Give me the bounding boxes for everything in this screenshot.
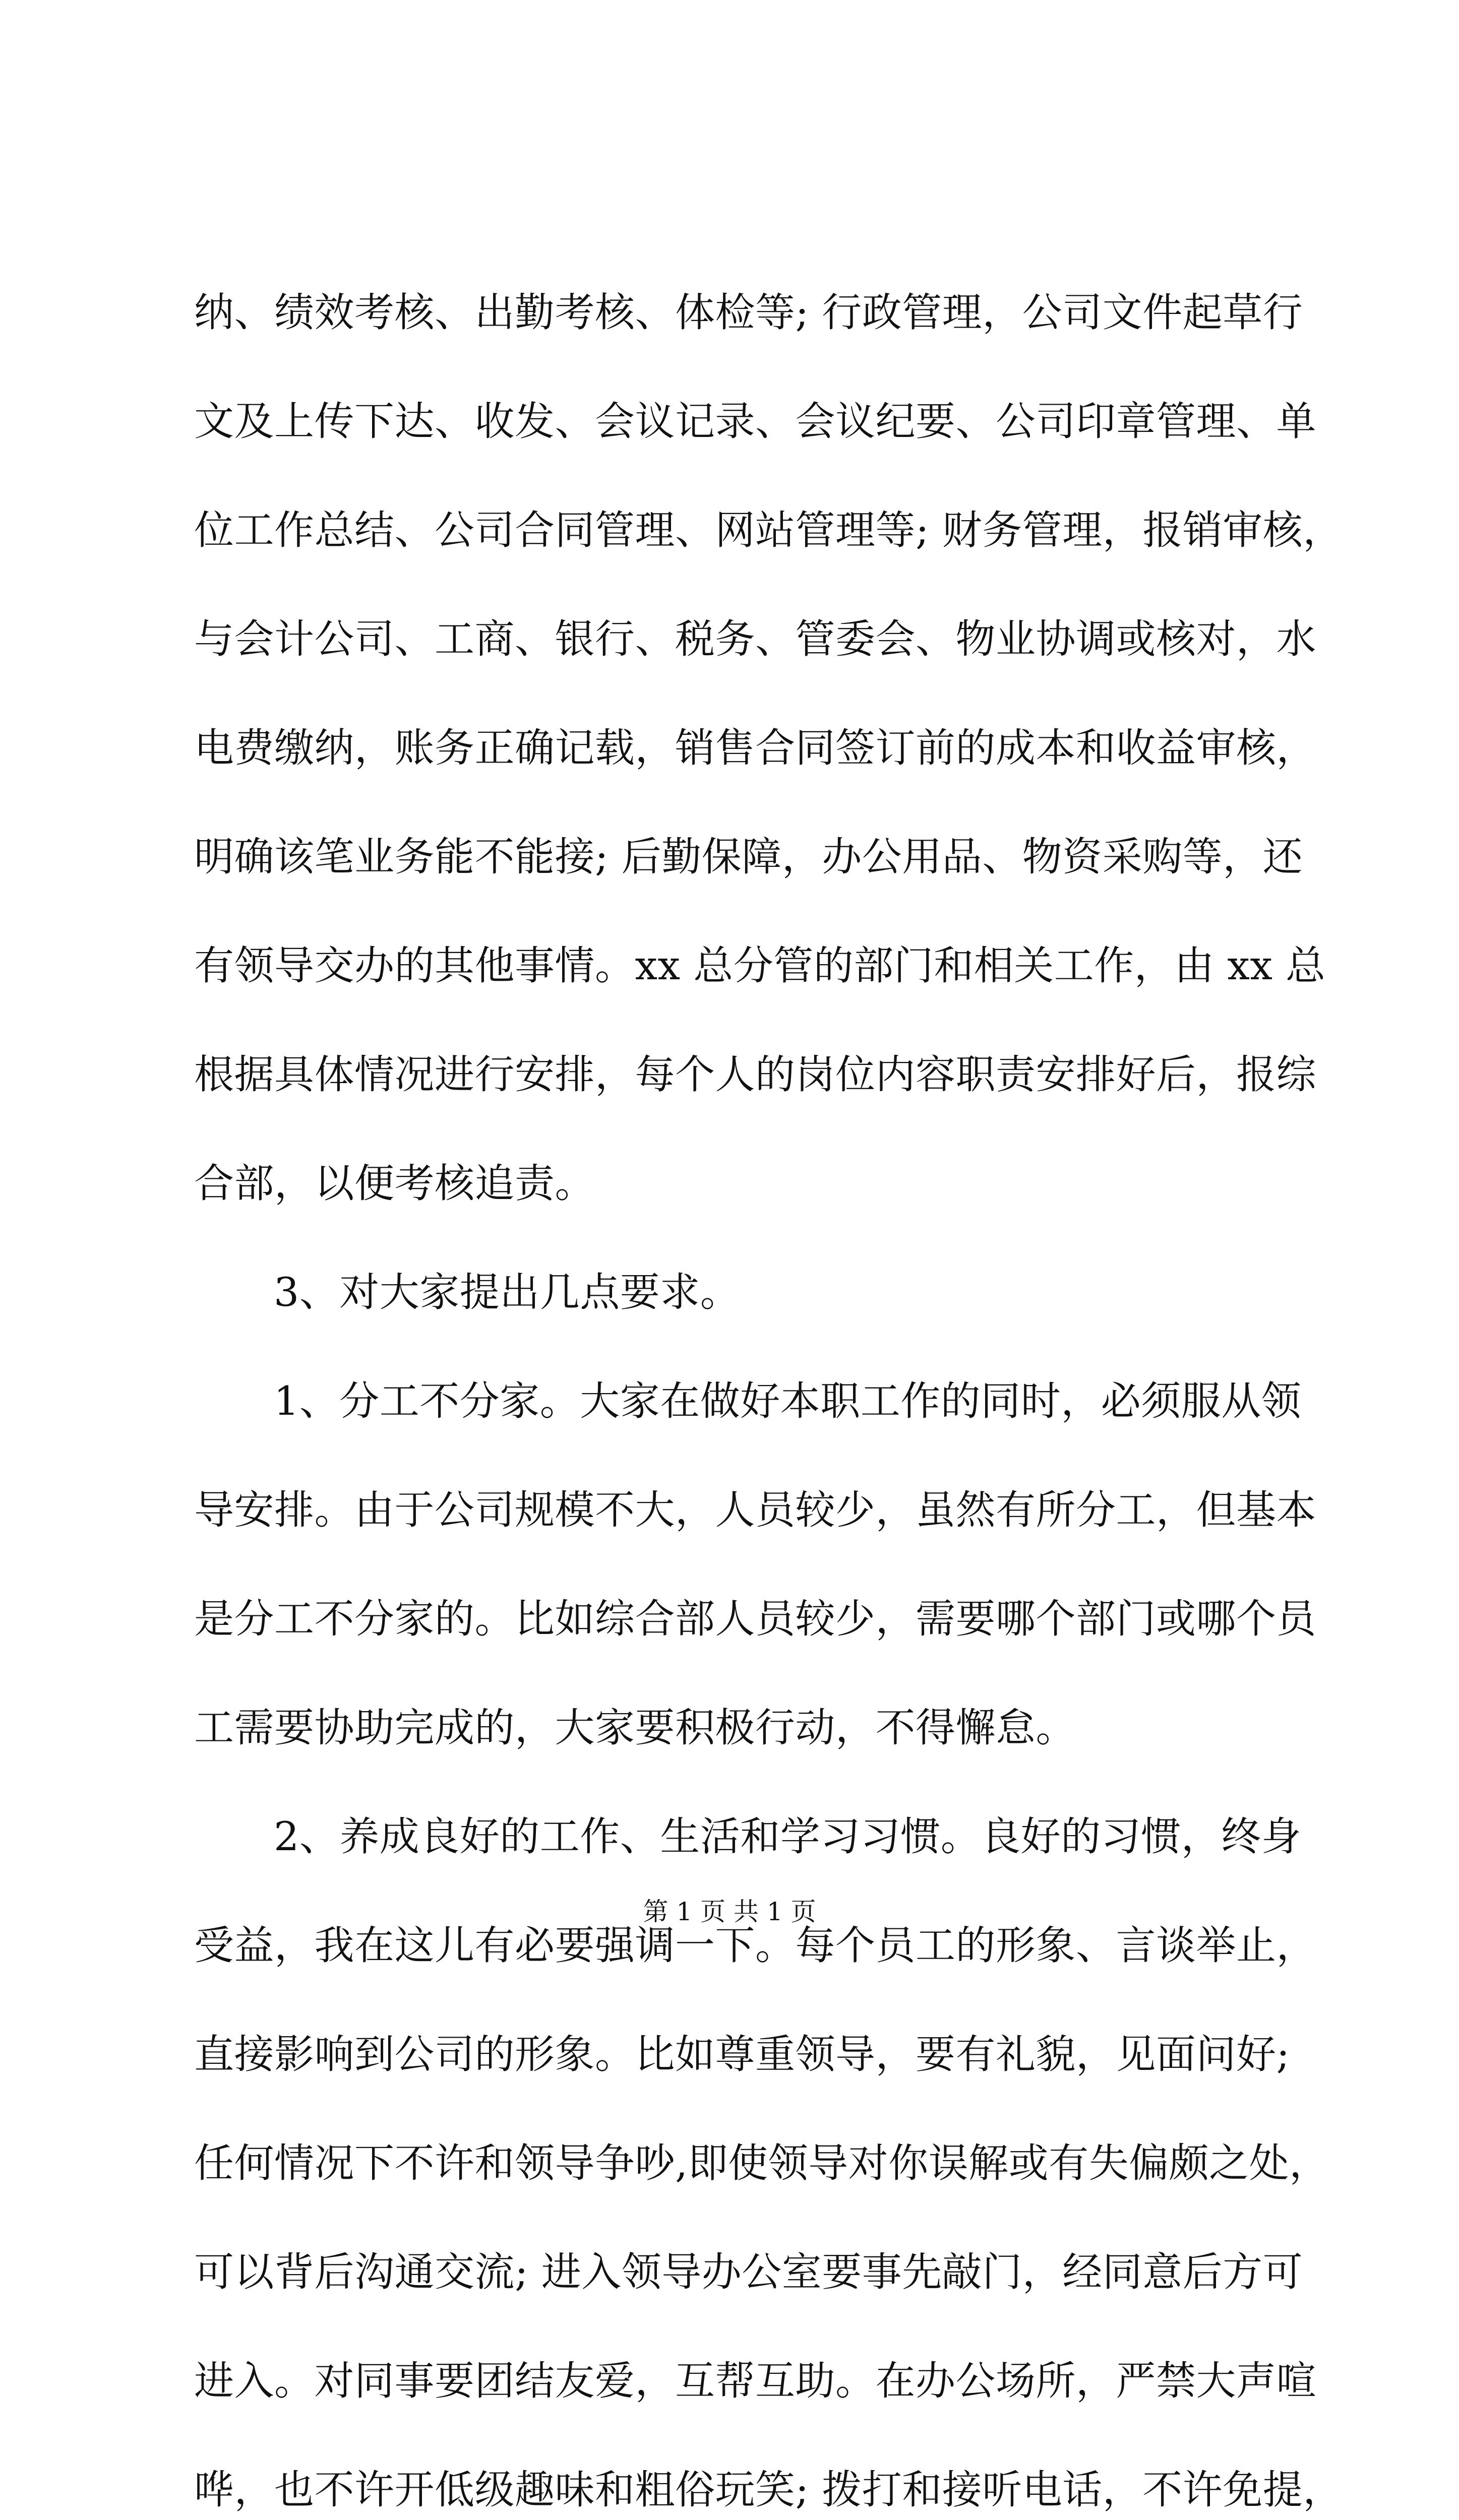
text-line: 受益，我在这儿有必要强调一下。每个员工的形象、言谈举止， xyxy=(194,1922,1316,1969)
text-line: 直接影响到公司的形象。比如尊重领导，要有礼貌，见面问好; xyxy=(194,2031,1290,2077)
text-line: 哗，也不许开低级趣味和粗俗玩笑; 拨打和接听电话，不许免提， xyxy=(194,2467,1343,2513)
text-line: 位工作总结、公司合同管理、网站管理等; 财务管理，报销审核， xyxy=(194,507,1343,553)
text-line: 电费缴纳，账务正确记载，销售合同签订前的成本和收益审核， xyxy=(194,725,1316,771)
paragraph-start: 1、分工不分家。大家在做好本职工作的同时，必须服从领 xyxy=(274,1378,1302,1424)
text-line: 根据具体情况进行安排，每个人的岗位内容职责安排好后，报综 xyxy=(194,1051,1316,1098)
text-line: 明确该笔业务能不能接; 后勤保障，办公用品、物资采购等，还 xyxy=(194,834,1303,880)
text-line: 与会计公司、工商、银行、税务、管委会、物业协调或核对，水 xyxy=(194,616,1316,662)
document-body xyxy=(194,258,1343,2520)
text-line: 导安排。由于公司规模不大，人员较少，虽然有所分工，但基本 xyxy=(194,1487,1316,1533)
text-line: 任何情况下不许和领导争吵,即使领导对你误解或有失偏颇之处， xyxy=(194,2140,1329,2186)
text-line: 工需要协助完成的，大家要积极行动，不得懈怠。 xyxy=(194,1705,1076,1751)
text-line: 纳、绩效考核、出勤考核、体检等; 行政管理，公司文件起草行 xyxy=(194,289,1303,336)
section-heading: 3、对大家提出几点要求。 xyxy=(274,1269,741,1315)
text-line: 进入。对同事要团结友爱，互帮互助。在办公场所，严禁大声喧 xyxy=(194,2358,1316,2404)
page-footer: 第 1 页 共 1 页 xyxy=(643,1897,816,1926)
text-line: 有领导交办的其他事情。xx 总分管的部门和相关工作，由 xx 总 xyxy=(194,942,1326,989)
text-line: 合部，以便考核追责。 xyxy=(194,1160,595,1207)
text-line: 是分工不分家的。比如综合部人员较少，需要哪个部门或哪个员 xyxy=(194,1596,1316,1642)
text-line: 可以背后沟通交流; 进入领导办公室要事先敲门，经同意后方可 xyxy=(194,2249,1303,2295)
paragraph-start: 2、养成良好的工作、生活和学习习惯。良好的习惯，终身 xyxy=(274,1813,1302,1860)
text-line: 文及上传下达、收发、会议记录、会议纪要、公司印章管理、单 xyxy=(194,398,1316,445)
